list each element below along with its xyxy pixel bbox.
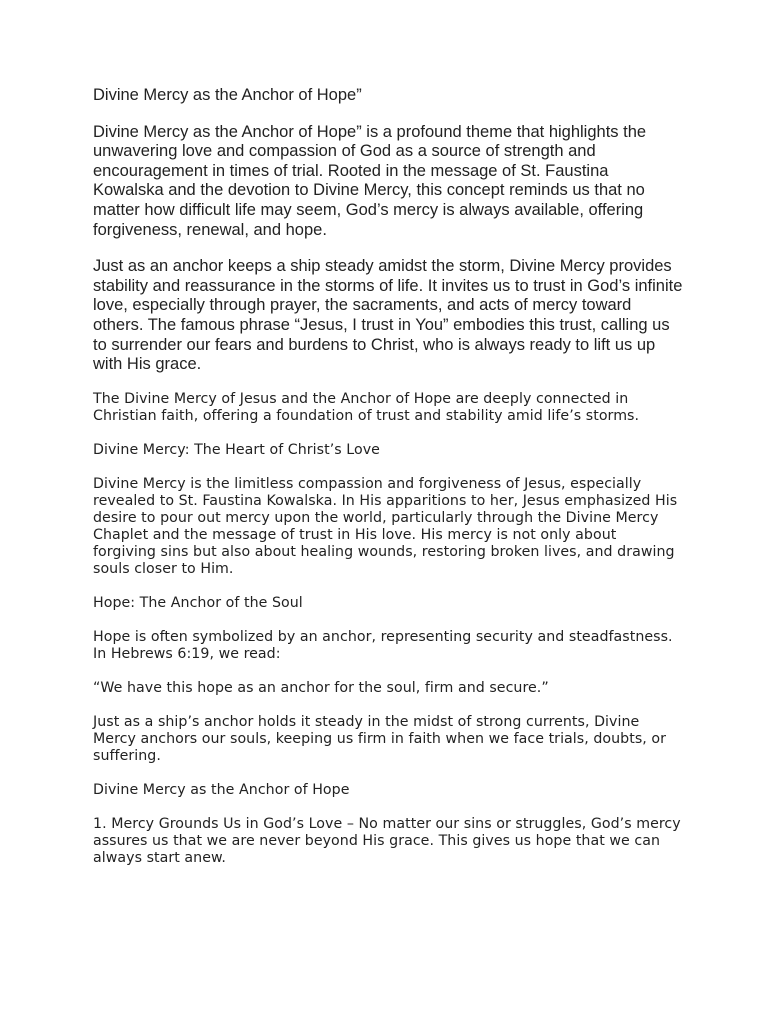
scripture-quote: “We have this hope as an anchor for the soul, firm and secure.” [93, 679, 549, 696]
section-paragraph-divine-mercy: Divine Mercy is the limitless compassion and forgiveness of Jesus, especially revealed to St. Faustina Kowalska. In His apparitions to her, Jesus emphasized His desire to pour out mercy upon the world, particularly through the Divine Mercy Chaplet and the message of trust in His love. His mercy is not only about forgiving sins but also about healing wounds, restoring broken lives, and drawing souls closer to Him. [93, 475, 678, 577]
intro-paragraph-1: Divine Mercy as the Anchor of Hope” is a profound theme that highlights the unwavering love and compassion of God as a source of strength and encouragement in times of trial. Rooted in the message of St. Faustina Kowalska and the devotion to Divine Mercy, this concept reminds us that no matter how difficult life may seem, God’s mercy is always available, offering forgiveness, renewal, and hope. [93, 122, 647, 239]
lead-paragraph: The Divine Mercy of Jesus and the Anchor of Hope are deeply connected in Christian faith, offering a foundation of trust and stability amid life’s storms. [93, 390, 640, 424]
section-paragraph-hope: Hope is often symbolized by an anchor, representing security and steadfastness. In Hebrews 6:19, we read: [93, 628, 673, 662]
section-heading-heart: Divine Mercy: The Heart of Christ’s Love [93, 441, 380, 458]
section-heading-hope: Hope: The Anchor of the Soul [93, 594, 303, 611]
document-page [93, 86, 683, 867]
section-heading-anchor-of-hope: Divine Mercy as the Anchor of Hope [93, 781, 350, 798]
section-paragraph-anchor: Just as a ship’s anchor holds it steady in the midst of strong currents, Divine Mercy anchors our souls, keeping us firm in faith when we face trials, doubts, or suffering. [93, 713, 667, 764]
list-item-point-1: 1. Mercy Grounds Us in God’s Love – No matter our sins or struggles, God’s mercy assures us that we are never beyond His grace. This gives us hope that we can always start anew. [93, 815, 681, 866]
document-title: Divine Mercy as the Anchor of Hope” [93, 86, 362, 104]
intro-paragraph-2: Just as an anchor keeps a ship steady amidst the storm, Divine Mercy provides stability and reassurance in the storms of life. It invites us to trust in God’s infinite love, especially through prayer, the sacraments, and acts of mercy toward others. The famous phrase “Jesus, I trust in You” embodies this trust, calling us to surrender our fears and burdens to Christ, who is always ready to lift us up with His grace. [93, 257, 683, 374]
